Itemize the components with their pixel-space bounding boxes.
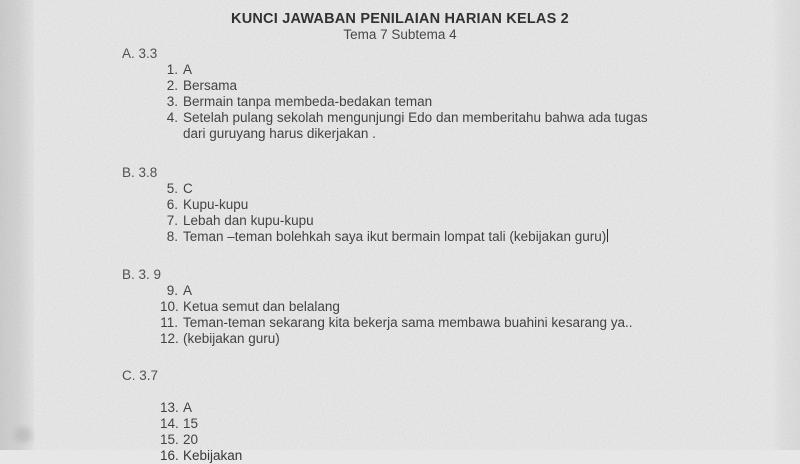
answer-item-7 bbox=[160, 213, 800, 229]
answer-item-15 bbox=[160, 432, 800, 448]
item-number: 12. bbox=[160, 331, 179, 346]
item-text: Lebah dan kupu-kupu bbox=[183, 213, 314, 228]
section-b-3-8 bbox=[0, 165, 800, 245]
section-a-3-3 bbox=[0, 46, 800, 142]
item-text: Teman-teman sekarang kita bekerja sama membawa buahini kesarang ya.. bbox=[183, 315, 633, 330]
item-text: Kebijakan bbox=[183, 448, 243, 463]
item-text: 20 bbox=[183, 432, 199, 447]
answer-item-2 bbox=[160, 78, 800, 94]
answer-item-14 bbox=[160, 416, 800, 432]
answer-item-6 bbox=[160, 197, 800, 213]
item-number: 14. bbox=[160, 416, 179, 431]
item-number: 16. bbox=[160, 448, 179, 463]
item-text: Teman –teman bolehkah saya ikut bermain lompat tali (kebijakan guru) bbox=[183, 229, 607, 244]
item-number: 10. bbox=[160, 299, 179, 314]
answer-item-8 bbox=[160, 229, 800, 245]
item-text: A bbox=[183, 400, 193, 415]
item-number: 13. bbox=[160, 400, 179, 415]
item-text: Bersama bbox=[183, 78, 238, 93]
section-label: B. 3. 9 bbox=[122, 267, 162, 282]
item-number: 9. bbox=[166, 283, 178, 298]
item-number: 3. bbox=[166, 94, 178, 109]
answer-item-16 bbox=[160, 448, 800, 464]
answer-item-9 bbox=[160, 283, 800, 299]
answer-item-1 bbox=[160, 62, 800, 78]
answer-item-4 bbox=[160, 110, 800, 142]
item-number: 5. bbox=[166, 181, 178, 196]
item-text: Kupu-kupu bbox=[183, 197, 249, 212]
answer-list bbox=[0, 283, 800, 347]
item-number: 11. bbox=[160, 315, 178, 330]
section-c-3-7 bbox=[0, 368, 800, 464]
item-text: Bermain tanpa membeda-bedakan teman bbox=[183, 94, 433, 109]
answer-item-10 bbox=[160, 299, 800, 315]
section-label: A. 3.3 bbox=[122, 46, 158, 61]
section-b-3-9 bbox=[0, 267, 800, 347]
item-number: 2. bbox=[166, 78, 178, 93]
item-text: A bbox=[183, 283, 193, 298]
item-number: 6. bbox=[166, 197, 178, 212]
document-title: KUNCI JAWABAN PENILAIAN HARIAN KELAS 2 bbox=[231, 11, 569, 27]
answer-item-3 bbox=[160, 94, 800, 110]
item-text: Setelah pulang sekolah mengunjungi Edo dan memberitahu bahwa ada tugas dari guruyang harus dikerjakan . bbox=[183, 110, 648, 141]
answer-list bbox=[0, 181, 800, 245]
document-subtitle: Tema 7 Subtema 4 bbox=[343, 27, 457, 42]
answer-item-13 bbox=[160, 400, 800, 416]
answer-item-12 bbox=[160, 331, 800, 347]
item-text: C bbox=[183, 181, 193, 196]
answer-item-11 bbox=[160, 315, 800, 331]
section-label: C. 3.7 bbox=[122, 368, 159, 383]
section-label: B. 3.8 bbox=[122, 165, 158, 180]
item-number: 1. bbox=[166, 62, 178, 77]
item-text: (kebijakan guru) bbox=[183, 331, 280, 346]
item-number: 7. bbox=[166, 213, 178, 228]
answer-list bbox=[0, 62, 800, 142]
item-number: 4. bbox=[166, 110, 178, 125]
item-text: Ketua semut dan belalang bbox=[183, 299, 340, 314]
answer-item-5 bbox=[160, 181, 800, 197]
item-number: 8. bbox=[166, 229, 178, 244]
answer-list bbox=[0, 400, 800, 464]
text-cursor bbox=[607, 229, 608, 242]
item-text: 15 bbox=[183, 416, 199, 431]
item-text: A bbox=[183, 62, 193, 77]
item-number: 15. bbox=[160, 432, 179, 447]
